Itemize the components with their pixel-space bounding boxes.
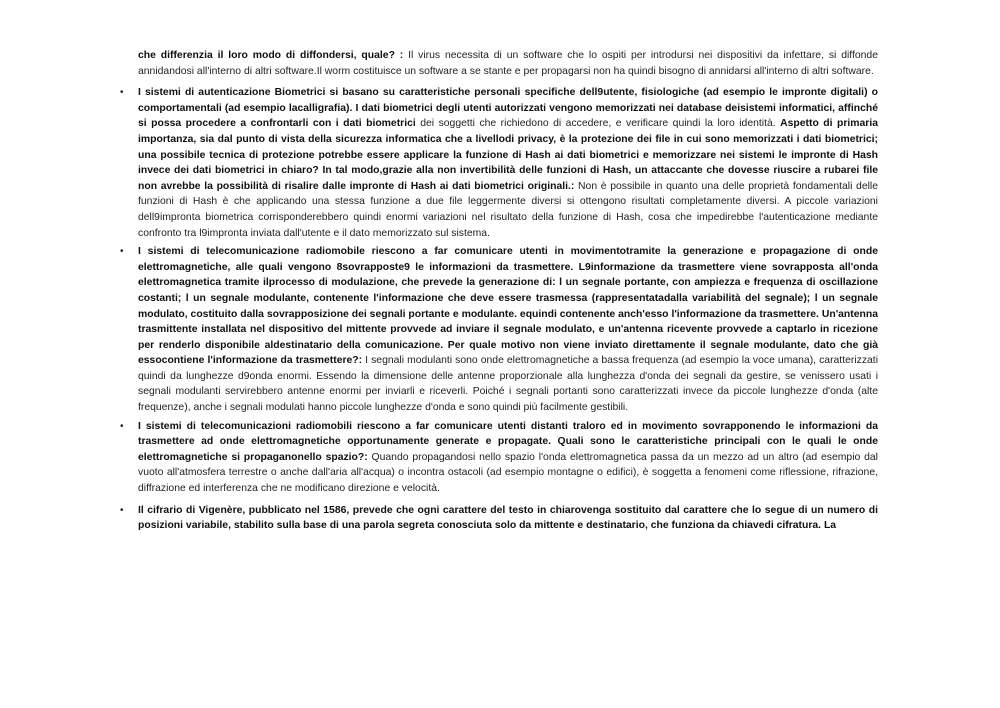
paragraph-vigenere — [120, 503, 878, 534]
paragraph-modulation — [120, 244, 878, 416]
question-text-part1: I sistemi di autenticazione Biometrici si basano su caratteristiche personali specifiche dell9utente, fisiologiche (ad esempio le impronte digitali) o comportamentali (ad esempio lacalligrafia). I dati biometrici degli utenti autorizzati vengono memorizzati nei database deisistemi informatici, affinché si possa procedere a confrontarli con i dati biometrici — [138, 87, 878, 130]
paragraph-virus-worm — [138, 48, 878, 79]
answer-text: Quando propagandosi nello spazio l'onda elettromagnetica passa da un mezzo ad un altro (ad esempio dal vuoto all'atmosfera terrestre o anche dall'aria all'acqua) o incontra ostacoli (ad esempio montagne o edifici), è soggetta a fenomeni come riflessione, rifrazione, diffrazione ed interferenza che ne modificano direzione e velocità. — [138, 451, 878, 495]
bullet-marker: • — [120, 246, 124, 258]
question-text: I sistemi di telecomunicazioni radiomobili riescono a far comunicare utenti distanti traloro ed in movimento sovrapponendo le informazioni da trasmettere ad onde elettromagnetiche opportunamente generate e propagate. Quali sono le caratteristiche principali con le quali le onde elettromagnetiche si propaganonello spazio?: — [138, 420, 878, 463]
bullet-marker: • — [120, 420, 124, 432]
question-text-part3: Aspetto di primaria importanza, sia dal punto di vista della sicurezza informatica che a livellodi privacy, è la protezione dei file in cui sono memorizzati i dati biometrici; una possibile tecnica di protezione potrebbe essere applicare la funzione di Hash ai dati biometrici e memorizzare nei sistemi le impronte di Hash invece dei dati biometrici in chiaro? In tal modo,grazie alla non invertibilità delle funzioni di Hash, un attaccante che dovesse riuscire a rubarei file non avrebbe la possibilità di risalire dalle impronte di Hash ai dati biometrici originali.: — [138, 118, 878, 192]
answer-text: Non è possibile in quanto una delle proprietà fondamentali delle funzioni di Hash è che applicando una stessa funzione a due file leggermente diversi si ottengono risultati completamente diversi. A piccole variazioni dell9impronta biometrica corrisponderebbero quindi enormi variazioni nel risultato della funzione di Hash, cosa che impedirebbe l'autenticazione mediante confronto tra l9impronta inviata dall'utente e il dato memorizzato sul sistema. — [138, 180, 879, 239]
question-text: Il cifrario di Vigenère, pubblicato nel 1586, prevede che ogni carattere del testo in chiarovenga sostituito dal carattere che lo segue di un numero di posizioni variabile, stabilito sulla base di una parola segreta conosciuta solo da mittente e destinatario, che funziona da chiavedi cifratura. La — [138, 504, 878, 532]
document-body — [120, 48, 879, 534]
paragraph-propagation — [120, 419, 878, 497]
answer-text: Il virus necessita di un software che lo ospiti per introdursi nei dispositivi da infettare, si diffonde annidandosi all'interno di altri software.Il worm costituisce un software a se stante e per propagarsi non ha quindi bisogno di annidarsi all'interno di altri software. — [138, 50, 878, 77]
question-text: I sistemi di telecomunicazione radiomobile riescono a far comunicare utenti in movimentotramite la generazione e propagazione di onde elettromagnetiche, alle quali vengono 8sovrapposte9 le informazioni da trasmettere. L9informazione da trasmettere viene sovrapposta all'onda elettromagnetica tramite ilprocesso di modulazione, che prevede la generazione di: l un segnale portante, con ampiezza e frequenza di oscillazione costanti; l un segnale modulante, contenente l'informazione che deve essere trasmessa (rappresentatadalla variabilità del segnale); l un segnale modulato, costituito dalla sovrapposizione dei segnali portante e modulante. equindi contenente anch'esso l'informazione da trasmettere. Un'antenna trasmittente installata nel dispositivo del mittente provvede ad inviare il segnale modulato, e un'antenna ricevente provvede a captarlo in ricezione per renderlo disponibile aldestinatario della comunicazione. Per quale motivo non viene inviato direttamente il segnale modulante, dato che già essocontiene l'informazione da trasmettere?: — [138, 246, 878, 367]
paragraph-biometric — [120, 85, 879, 241]
bullet-marker: • — [120, 504, 124, 516]
normal-text-part2: dei soggetti che richiedono di accedere, e verificare quindi la loro identità. — [415, 118, 781, 130]
answer-text: I segnali modulanti sono onde elettromagnetiche a bassa frequenza (ad esempio la voce umana), caratterizzati quindi da lunghezze d9onda enormi. Essendo la dimensione delle antenne proporzionale alla lunghezza d'onda dei segnali da gestire, se venissero usati i segnali modulanti servirebbero antenne enormi per inviarli e riceverli. Poiché i segnali portanti sono caratterizzati invece da piccole lunghezze d'onda (alte frequenze), anche i segnali modulati hanno piccole lunghezze d'onda e sono quindi più facilmente gestibili. — [138, 355, 878, 414]
question-text: che differenzia il loro modo di diffondersi, quale? : — [138, 50, 409, 61]
bullet-marker: • — [120, 87, 124, 99]
